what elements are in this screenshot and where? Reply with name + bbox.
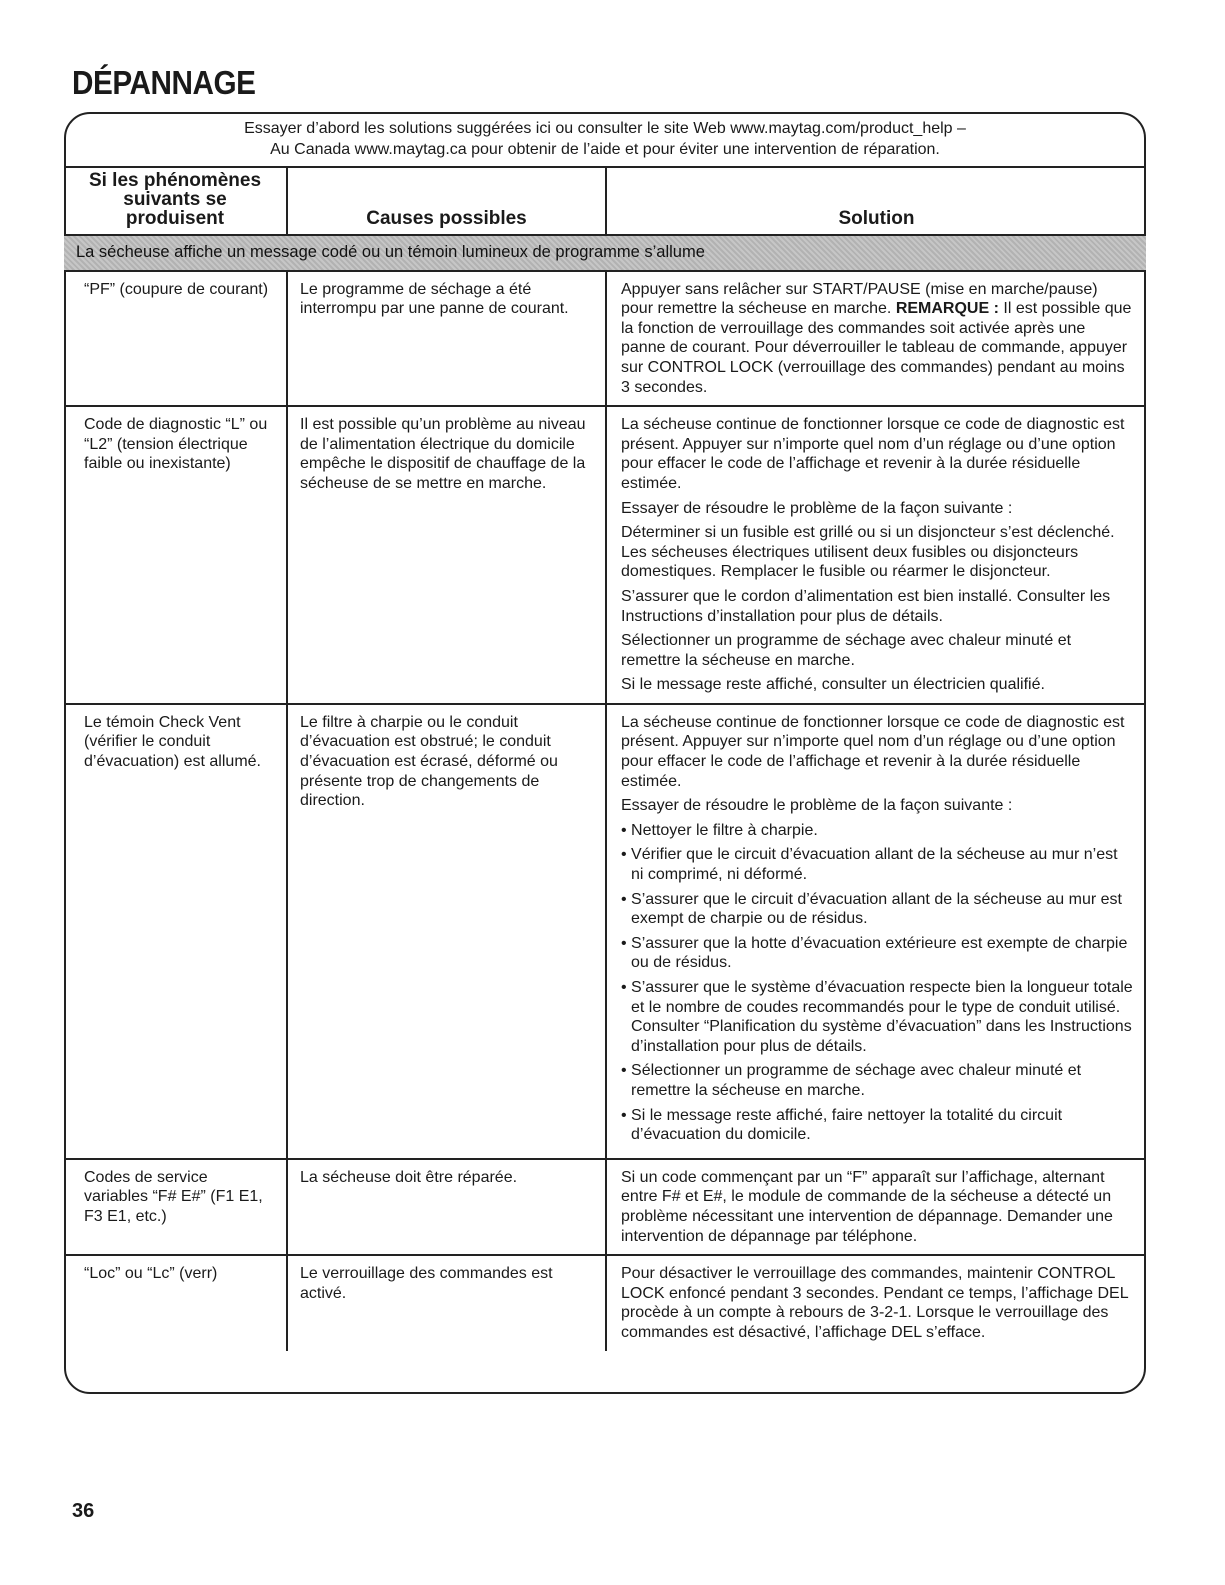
symptom-cell: “PF” (coupure de courant) (64, 271, 287, 407)
solution-paragraph: Si le message reste affiché, consulter un électricien qualifié. (621, 676, 1045, 694)
solution-text: Appuyer sans relâcher sur START/PAUSE (mise en marche/pause) pour remettre la sécheuse en marche. (621, 280, 1098, 318)
solution-paragraph: Déterminer si un fusible est grillé ou si un disjoncteur s’est déclenché. Les sécheuses électriques utilisent deux fusibles ou disjoncteurs domestiques. Remplacer le fusible ou réarmer le disjoncteur. (621, 524, 1115, 581)
solution-text: Il est possible que la fonction de verrouillage des commandes soit activée après une panne de courant. Pour déverrouiller le tableau de commande, appuyer sur CONTROL LOCK (verrouillage des commandes) pendant au moins 3 secondes. (621, 300, 1132, 396)
intro-text (64, 118, 1146, 160)
symptom-cell: Code de diagnostic “L” ou “L2” (tension électrique faible ou inexistante) (64, 406, 287, 704)
solution-paragraph: La sécheuse continue de fonctionner lorsque ce code de diagnostic est présent. Appuyer sur n’importe quel nom d’un réglage ou d’une option pour effacer le code de l’affichage et revenir à la durée résiduelle estimée. (621, 713, 1125, 790)
intro-line-2: Au Canada www.maytag.ca pour obtenir de l’aide et pour éviter une intervention de réparation. (270, 141, 940, 158)
table-row (64, 271, 1146, 407)
list-item: • S’assurer que le système d’évacuation respecte bien la longueur totale et le nombre de coudes recommandés pour le type de conduit utilisé. Consulter “Planification du système d’évacuation” dans les Instructions d’installation pour plus de détails. (621, 978, 1134, 1056)
solution-cell (606, 1255, 1146, 1350)
table-row (64, 1159, 1146, 1255)
solution-paragraph: Sélectionner un programme de séchage avec chaleur minuté et remettre la sécheuse en marche. (621, 632, 1072, 669)
list-item: • S’assurer que le circuit d’évacuation allant de la sécheuse au mur est exempt de charpie ou de résidus. (621, 890, 1134, 929)
solution-paragraph (621, 280, 1134, 398)
cause-cell: Le filtre à charpie ou le conduit d’évacuation est obstrué; le conduit d’évacuation est écrasé, déformé ou présente trop de changements de direction. (287, 704, 606, 1159)
cause-cell: Le programme de séchage a été interrompu par une panne de courant. (287, 271, 606, 407)
page-title: DÉPANNAGE (72, 64, 256, 101)
note-label: REMARQUE : (895, 300, 999, 318)
solution-bullet-list (621, 821, 1134, 1145)
header-causes: Causes possibles (287, 167, 606, 235)
page-number: 36 (72, 1500, 95, 1522)
symptom-cell: Le témoin Check Vent (vérifier le conduit d’évacuation) est allumé. (64, 704, 287, 1159)
header-symptom: Si les phénomènes suivants se produisent (64, 167, 287, 235)
cause-cell: Le verrouillage des commandes est activé. (287, 1255, 606, 1350)
table-row (64, 704, 1146, 1159)
solution-cell (606, 406, 1146, 704)
solution-paragraph: La sécheuse continue de fonctionner lorsque ce code de diagnostic est présent. Appuyer sur n’importe quel nom d’un réglage ou d’une option pour effacer le code de l’affichage et revenir à la durée résiduelle estimée. (621, 416, 1125, 492)
cause-cell: Il est possible qu’un problème au niveau de l’alimentation électrique du domicile empêche le dispositif de chauffage de la sécheuse de se mettre en marche. (287, 406, 606, 704)
solution-cell (606, 704, 1146, 1159)
solution-paragraph: Essayer de résoudre le problème de la façon suivante : (621, 797, 1013, 815)
troubleshooting-table (64, 166, 1146, 1351)
solution-paragraph: S’assurer que le cordon d’alimentation est bien installé. Consulter les Instructions d’installation pour plus de détails. (621, 587, 1111, 625)
cause-cell: La sécheuse doit être réparée. (287, 1159, 606, 1255)
solution-paragraph: Si un code commençant par un “F” apparaît sur l’affichage, alternant entre F# et E#, le module de commande de la sécheuse a détecté un problème nécessitant une intervention de dépannage. Demander une intervention de dépannage par téléphone. (621, 1168, 1113, 1245)
section-row (64, 235, 1146, 271)
section-title: La sécheuse affiche un message codé ou un témoin lumineux de programme s’allume (64, 235, 1146, 271)
list-item: • Nettoyer le filtre à charpie. (621, 821, 1134, 841)
list-item: • Si le message reste affiché, faire nettoyer la totalité du circuit d’évacuation du domicile. (621, 1106, 1134, 1145)
list-item: • S’assurer que la hotte d’évacuation extérieure est exempte de charpie ou de résidus. (621, 934, 1134, 973)
symptom-cell: Codes de service variables “F# E#” (F1 E1, F3 E1, etc.) (64, 1159, 287, 1255)
table-header-row (64, 167, 1146, 235)
solution-cell (606, 1159, 1146, 1255)
list-item: • Vérifier que le circuit d’évacuation allant de la sécheuse au mur n’est ni comprimé, ni déformé. (621, 845, 1134, 884)
table-row (64, 406, 1146, 704)
list-item: • Sélectionner un programme de séchage avec chaleur minuté et remettre la sécheuse en marche. (621, 1061, 1134, 1100)
solution-paragraph: Essayer de résoudre le problème de la façon suivante : (621, 499, 1013, 517)
solution-paragraph: Pour désactiver le verrouillage des commandes, maintenir CONTROL LOCK enfoncé pendant 3 secondes. Pendant ce temps, l’affichage DEL procède à un compte à rebours de 3-2-1. Lorsque le verrouillage des commandes est désactivé, l’affichage DEL s’efface. (621, 1265, 1128, 1341)
header-solution: Solution (606, 167, 1146, 235)
table-row (64, 1255, 1146, 1350)
intro-line-1: Essayer d’abord les solutions suggérées ici ou consulter le site Web www.maytag.com/product_help – (244, 120, 966, 137)
solution-cell (606, 271, 1146, 407)
symptom-cell: “Loc” ou “Lc” (verr) (64, 1255, 287, 1350)
